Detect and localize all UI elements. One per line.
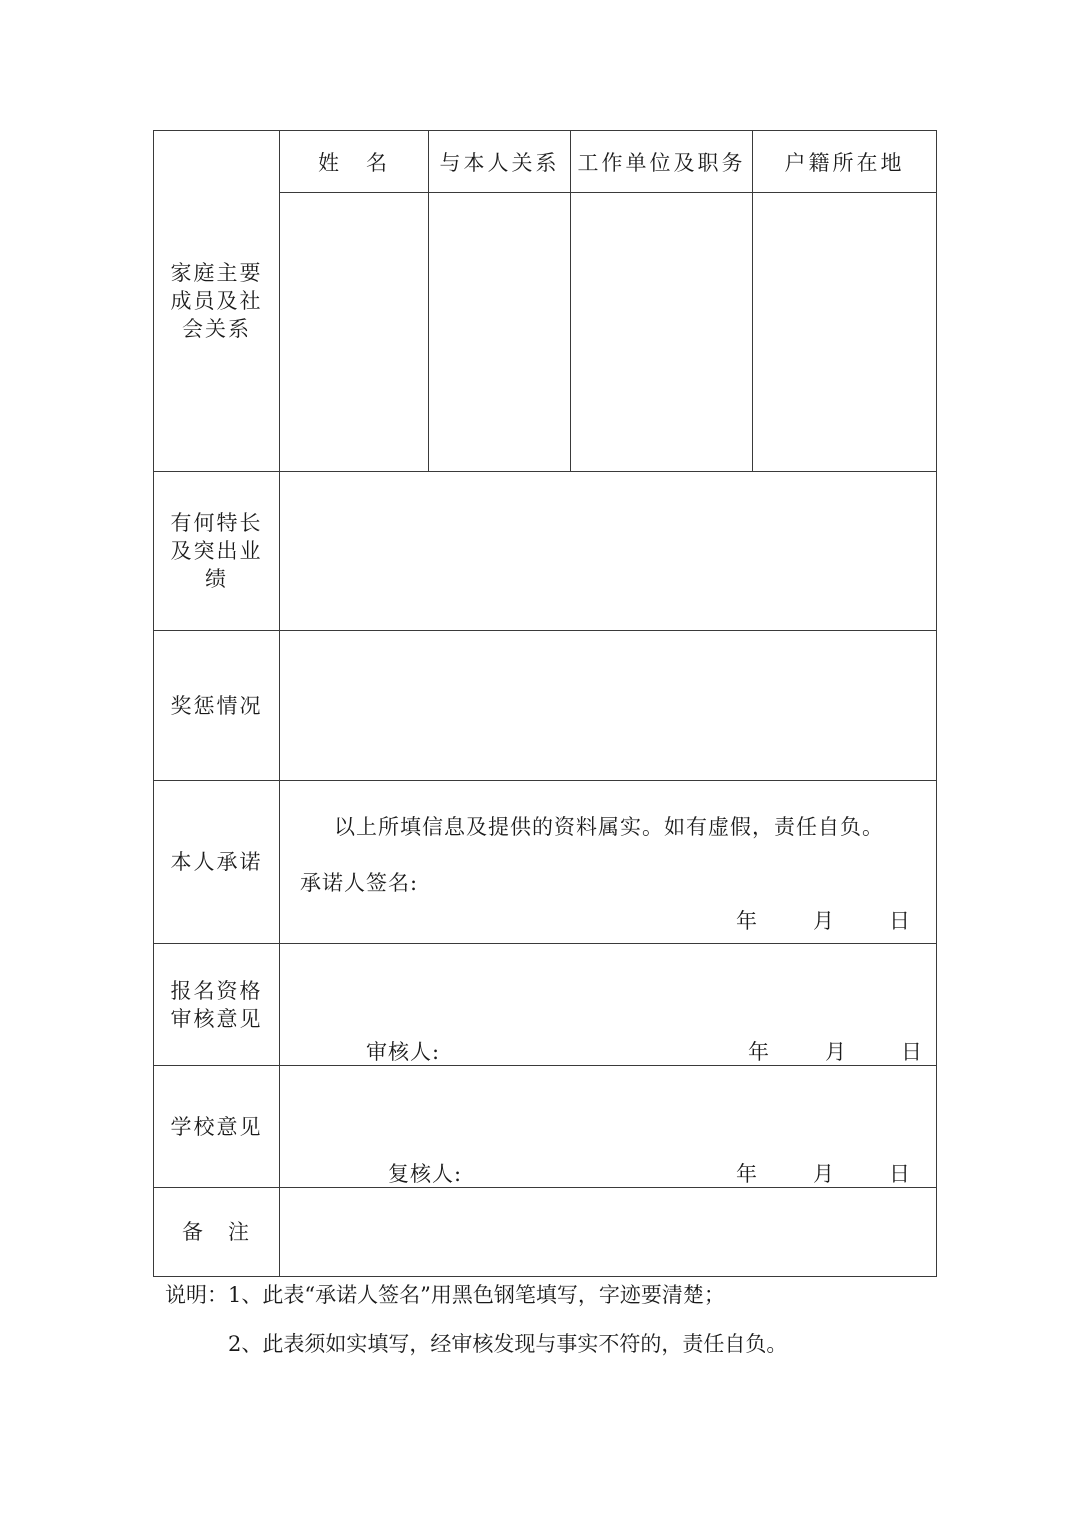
specialty-row — [154, 472, 937, 631]
rewards-row — [154, 631, 937, 781]
remarks-label: 备 注 — [182, 1220, 251, 1244]
family-name-input-cell[interactable] — [280, 193, 429, 472]
family-registration-input-cell[interactable] — [753, 193, 937, 472]
family-header-row — [154, 131, 937, 193]
note-line-1: 说明：1、此表“承诺人签名”用黑色钢笔填写，字迹要清楚； — [165, 1283, 725, 1307]
specialty-label-cell — [154, 472, 280, 631]
specialty-input-cell[interactable] — [280, 472, 937, 631]
school-reviewer-label: 复核人: — [388, 1162, 463, 1186]
school-label-cell — [154, 1066, 280, 1188]
pledge-label-cell — [154, 781, 280, 944]
pledge-statement: 以上所填信息及提供的资料属实。如有虚假，责任自负。 — [334, 815, 884, 839]
rewards-input-cell[interactable] — [280, 631, 937, 781]
column-name: 姓 名 — [280, 131, 429, 193]
rewards-label-cell — [154, 631, 280, 781]
school-month-label: 月 — [813, 1162, 834, 1186]
pledge-row — [154, 781, 937, 944]
family-workplace-input-cell[interactable] — [571, 193, 753, 472]
school-day-label: 日 — [889, 1162, 910, 1186]
pledge-day-label: 日 — [889, 909, 910, 933]
column-workplace: 工作单位及职务 — [571, 131, 753, 193]
qualification-label: 报名资格审核意见 — [170, 978, 263, 1031]
qualification-year-label: 年 — [748, 1040, 769, 1064]
pledge-content-cell[interactable] — [280, 781, 937, 944]
school-label: 学校意见 — [170, 1114, 263, 1139]
specialty-label: 有何特长及突出业绩 — [170, 511, 263, 591]
pledge-label: 本人承诺 — [170, 850, 263, 874]
family-label-cell — [154, 131, 280, 472]
remarks-label-cell — [154, 1188, 280, 1277]
school-row — [154, 1066, 937, 1188]
school-content-cell[interactable] — [280, 1066, 937, 1188]
column-household-registration: 户籍所在地 — [753, 131, 937, 193]
qualification-row — [154, 944, 937, 1066]
qualification-day-label: 日 — [901, 1040, 922, 1064]
qualification-label-cell — [154, 944, 280, 1066]
qualification-reviewer-label: 审核人: — [366, 1040, 441, 1064]
qualification-month-label: 月 — [825, 1040, 846, 1064]
pledge-signer-label: 承诺人签名: — [300, 871, 419, 895]
form-notes — [165, 1280, 787, 1359]
remarks-row — [154, 1188, 937, 1277]
rewards-label: 奖惩情况 — [170, 693, 263, 718]
school-year-label: 年 — [736, 1162, 757, 1186]
family-relationship-input-cell[interactable] — [429, 193, 571, 472]
remarks-input-cell[interactable] — [280, 1188, 937, 1277]
pledge-month-label: 月 — [813, 909, 834, 933]
family-label: 家庭主要成员及社会关系 — [170, 261, 263, 341]
pledge-year-label: 年 — [736, 909, 757, 933]
qualification-content-cell[interactable] — [280, 944, 937, 1066]
registration-form-table — [153, 130, 937, 1277]
column-relationship: 与本人关系 — [429, 131, 571, 193]
note-line-2: 2、此表须如实填写，经审核发现与事实不符的，责任自负。 — [228, 1332, 788, 1356]
